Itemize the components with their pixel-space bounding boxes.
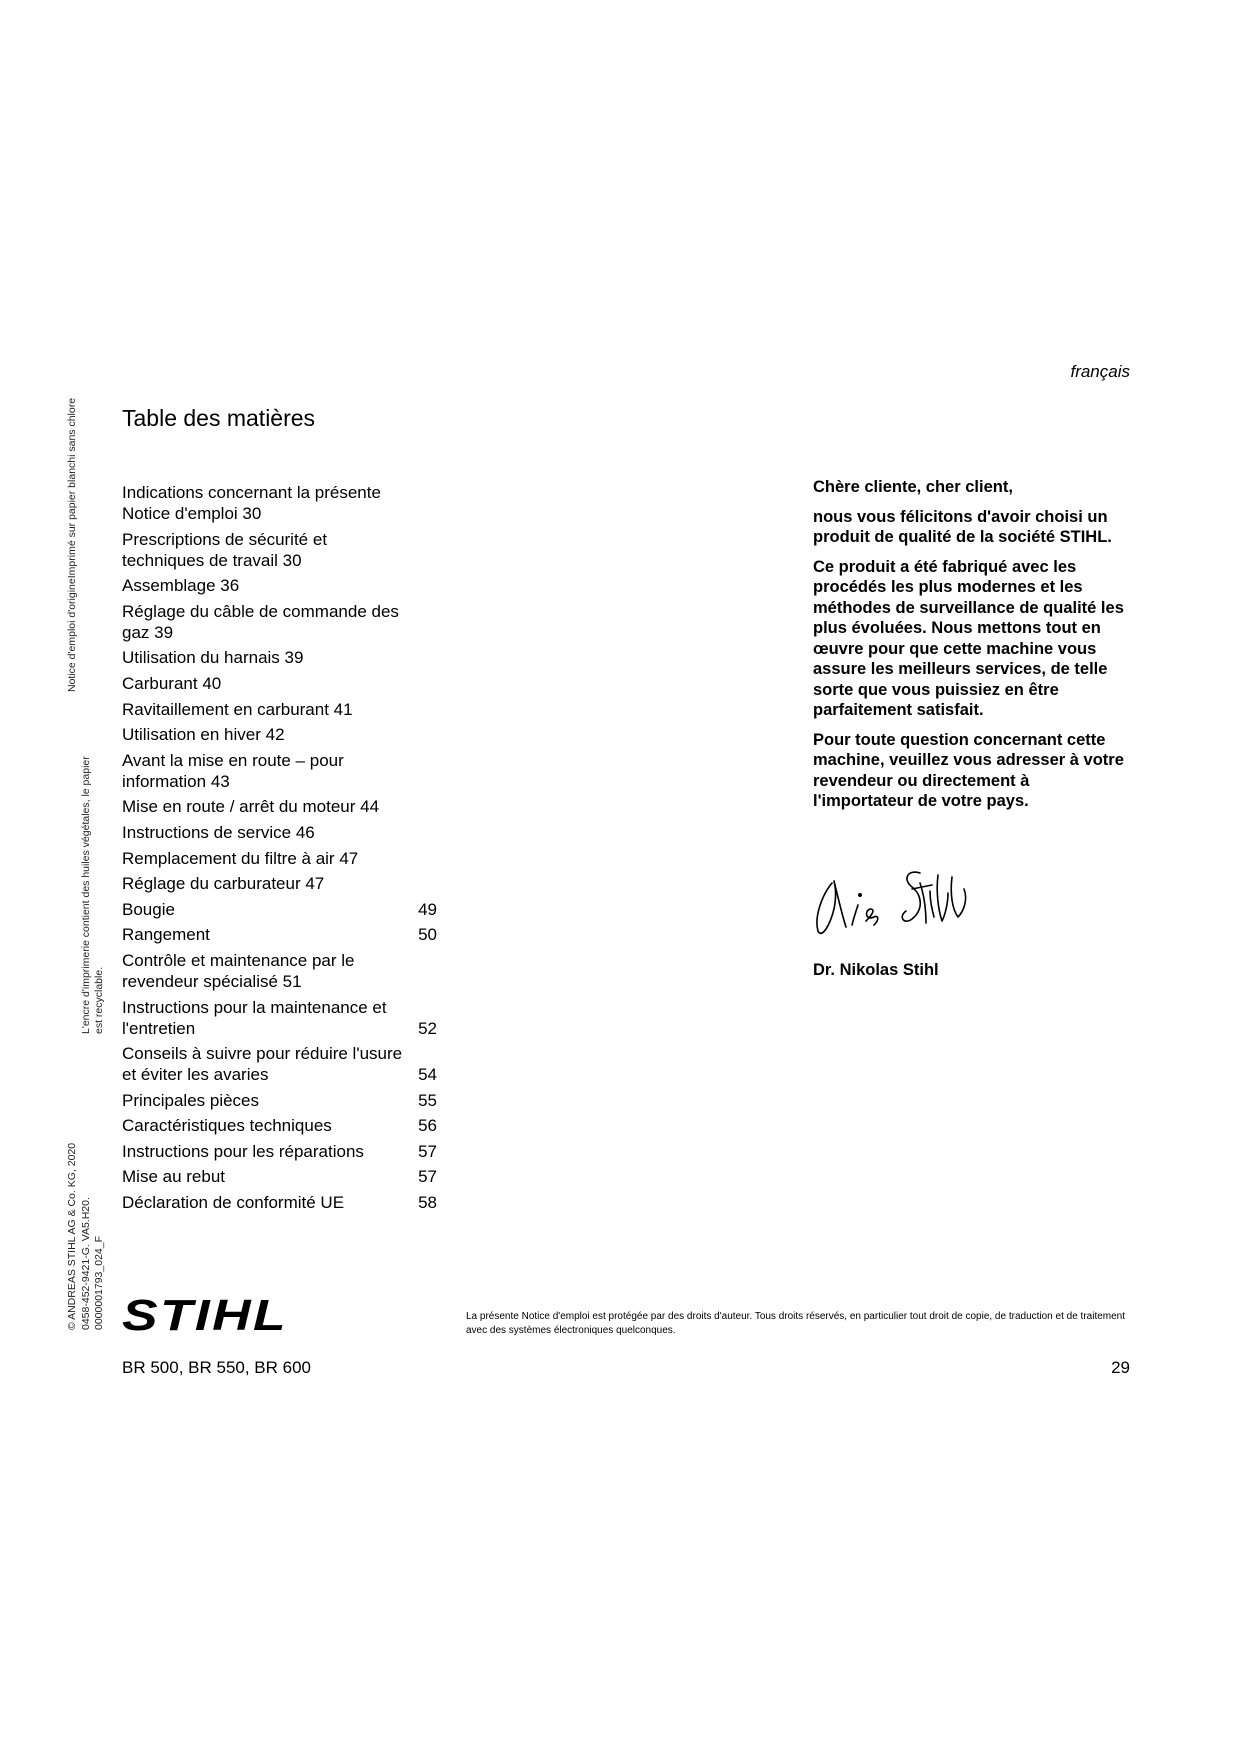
signer-name: Dr. Nikolas Stihl <box>813 961 939 979</box>
toc-entry <box>122 848 442 869</box>
toc-entry <box>122 482 442 524</box>
model-line: BR 500, BR 550, BR 600 <box>122 1358 312 1377</box>
toc-entry <box>122 873 442 894</box>
toc-entry <box>122 822 442 843</box>
side-note-ink-line2: est recyclable. <box>93 966 105 1034</box>
toc-entry-title: Mise au rebut <box>122 1167 225 1187</box>
letter-paragraph: Ce produit a été fabriqué avec les procédés les plus modernes et les méthodes de surveillance de qualité les plus évoluées. Nous mettons tout en œuvre pour que cette machine vous assure les meilleurs services, de telle sorte que vous puissiez en être parfaitement satisfait. <box>813 557 1124 719</box>
toc-entry <box>122 1115 442 1136</box>
toc-entry-title: Ravitaillement en carburant 41 <box>122 699 353 719</box>
toc-entry <box>122 924 442 945</box>
toc-entry-title: Prescriptions de sécurité et techniques de travail 30 <box>122 529 328 570</box>
toc-entry <box>122 1043 442 1085</box>
toc-entry <box>122 1141 442 1162</box>
toc-entry <box>122 1090 442 1111</box>
side-note-paper: Notice d'emploi d'origineImprimé sur papier blanchi sans chlore <box>66 397 78 692</box>
toc-entry-page: 57 <box>418 1141 437 1161</box>
toc-entry-page: 55 <box>418 1090 437 1110</box>
toc-entry-title: Bougie <box>122 899 175 919</box>
toc-entry-page: 57 <box>418 1167 437 1187</box>
toc-entry-page: 54 <box>418 1065 437 1085</box>
toc-entry-title: Remplacement du filtre à air 47 <box>122 848 359 868</box>
toc-entry-title: Contrôle et maintenance par le revendeur spécialisé 51 <box>122 950 355 991</box>
toc-list <box>122 482 442 1218</box>
toc-entry-title: Rangement <box>122 925 210 945</box>
toc-entry <box>122 673 442 694</box>
signature-image <box>808 865 978 945</box>
toc-entry <box>122 529 442 571</box>
toc-entry <box>122 950 442 992</box>
toc-entry <box>122 724 442 745</box>
toc-entry-title: Indications concernant la présente Notice d'emploi 30 <box>122 483 381 523</box>
stihl-logo <box>122 1292 290 1336</box>
side-note-copyright-line2: 0458-452-9421-G. VA5.H20. <box>80 1197 92 1330</box>
toc-entry <box>122 575 442 596</box>
toc-entry-title: Assemblage 36 <box>122 576 240 596</box>
toc-entry-title: Instructions pour les réparations <box>122 1141 364 1161</box>
toc-entry-title: Principales pièces <box>122 1090 260 1110</box>
toc-entry <box>122 1166 442 1187</box>
toc-entry-page: 58 <box>418 1193 437 1213</box>
toc-entry <box>122 899 442 920</box>
toc-title: Table des matières <box>122 405 316 431</box>
page-number: 29 <box>1111 1358 1130 1377</box>
toc-entry-page: 50 <box>418 925 437 945</box>
toc-entry-title: Utilisation en hiver 42 <box>122 725 285 745</box>
side-note-ink-line1: L'encre d'imprimerie contient des huiles végétales, le papier <box>80 756 92 1034</box>
toc-entry-page: 56 <box>418 1116 437 1136</box>
copyright-notice: La présente Notice d'emploi est protégée par des droits d'auteur. Tous droits réservés, en particulier tout droit de copie, de traduction et de traitement avec des systèmes électroniques quelconques. <box>466 1311 1126 1336</box>
letter-paragraph: Pour toute question concernant cette machine, veuillez vous adresser à votre revendeur ou directement à l'importateur de votre pays. <box>813 730 1124 810</box>
svg-text:STIHL: STIHL <box>122 1292 288 1336</box>
toc-entry-title: Carburant 40 <box>122 673 222 693</box>
toc-entry-title: Conseils à suivre pour réduire l'usure et éviter les avaries <box>122 1044 403 1085</box>
toc-entry-page: 49 <box>418 899 437 919</box>
toc-entry-title: Réglage du carburateur 47 <box>122 874 325 894</box>
toc-entry-title: Caractéristiques techniques <box>122 1116 332 1136</box>
toc-entry <box>122 699 442 720</box>
toc-entry <box>122 1192 442 1213</box>
toc-entry-title: Déclaration de conformité UE <box>122 1193 345 1213</box>
letter-paragraph: nous vous félicitons d'avoir choisi un produit de qualité de la société STIHL. <box>813 507 1112 546</box>
toc-entry-title: Instructions pour la maintenance et l'entretien <box>122 997 387 1038</box>
language-label: français <box>1070 362 1130 381</box>
toc-entry <box>122 647 442 668</box>
toc-entry <box>122 796 442 817</box>
letter-greeting: Chère cliente, cher client, <box>813 478 1013 496</box>
toc-entry-title: Mise en route / arrêt du moteur 44 <box>122 797 380 817</box>
toc-entry-title: Réglage du câble de commande des gaz 39 <box>122 601 399 642</box>
side-note-copyright-line1: © ANDREAS STIHL AG & Co. KG, 2020 <box>66 1142 78 1330</box>
welcome-letter <box>813 477 1133 821</box>
side-note-copyright-line3: 0000001793_024_F <box>93 1235 105 1330</box>
toc-entry <box>122 601 442 643</box>
toc-entry-page: 52 <box>418 1018 437 1038</box>
toc-entry-title: Instructions de service 46 <box>122 822 315 842</box>
toc-entry <box>122 997 442 1039</box>
toc-entry-title: Utilisation du harnais 39 <box>122 648 304 668</box>
toc-entry <box>122 750 442 792</box>
toc-entry-title: Avant la mise en route – pour information 43 <box>122 750 344 791</box>
